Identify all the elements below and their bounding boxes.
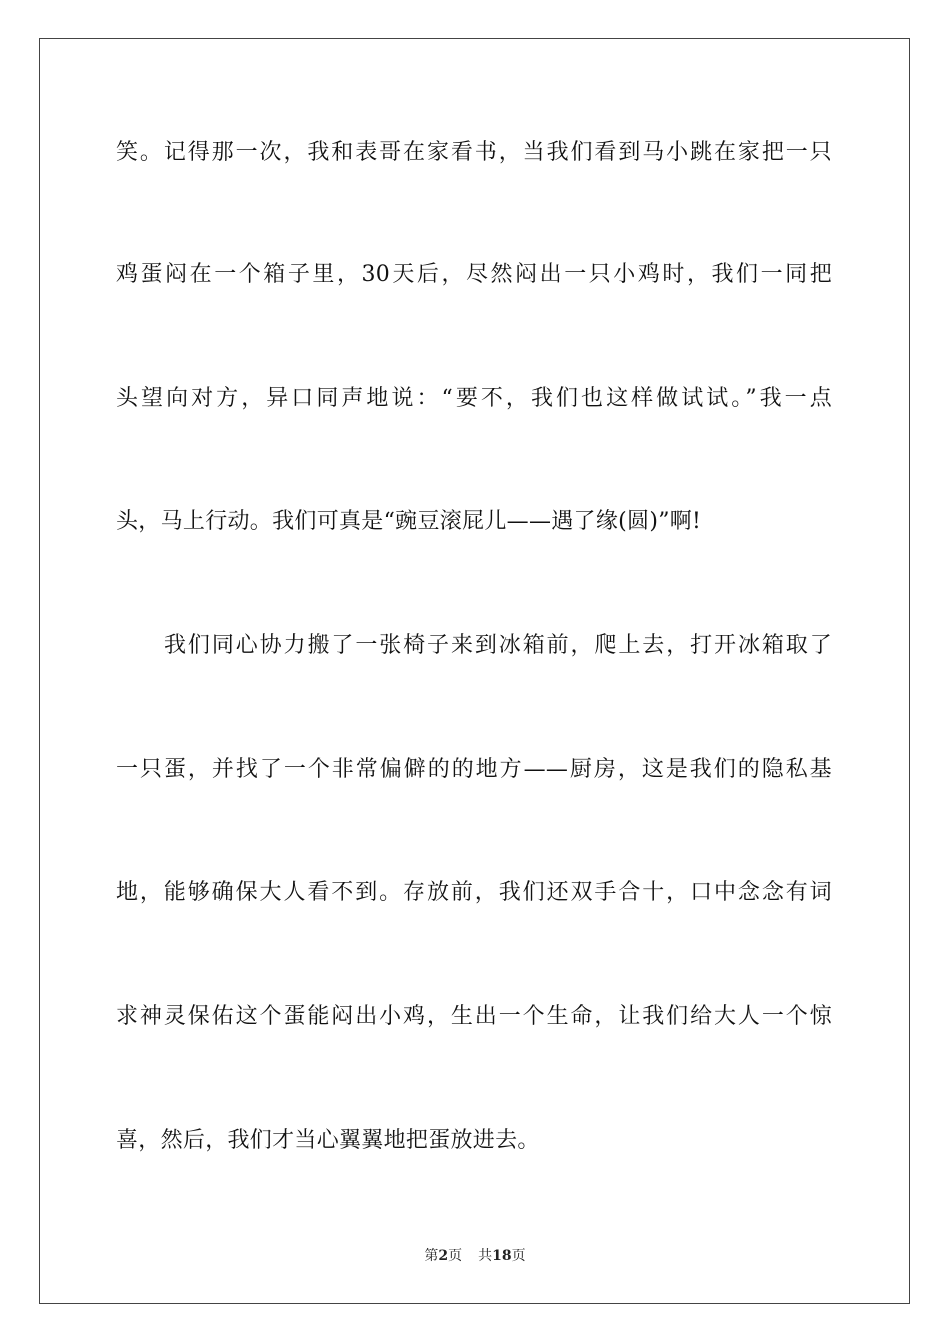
page-footer [0, 1246, 950, 1266]
text-line: 头望向对方，异口同声地说：“要不，我们也这样做试试。”我一点 [116, 386, 832, 411]
text-line: 头，马上行动。我们可真是“豌豆滚屁儿——遇了缘(圆)”啊! [116, 509, 702, 534]
page-indicator [424, 1248, 462, 1264]
total-pages-indicator [478, 1248, 525, 1264]
page-prefix: 第 [424, 1248, 439, 1264]
text-line: 求神灵保佑这个蛋能闷出小鸡，生出一个生命，让我们给大人一个惊 [116, 1004, 832, 1029]
text-line: 笑。记得那一次，我和表哥在家看书，当我们看到马小跳在家把一只 [116, 140, 832, 165]
total-prefix: 共 [478, 1248, 493, 1264]
page-number: 2 [438, 1248, 449, 1264]
page-suffix: 页 [448, 1248, 463, 1264]
total-suffix: 页 [511, 1248, 526, 1264]
text-line: 一只蛋，并找了一个非常偏僻的的地方——厨房，这是我们的隐私基 [116, 757, 832, 782]
total-pages: 18 [492, 1248, 512, 1264]
text-line: 鸡蛋闷在一个箱子里，30天后，尽然闷出一只小鸡时，我们一同把 [116, 262, 832, 287]
text-line: 喜，然后，我们才当心翼翼地把蛋放进去。 [116, 1128, 540, 1153]
text-line: 地，能够确保大人看不到。存放前，我们还双手合十，口中念念有词 [116, 880, 832, 905]
text-line: 我们同心协力搬了一张椅子来到冰箱前，爬上去，打开冰箱取了 [164, 633, 832, 658]
page-border [39, 38, 910, 1304]
